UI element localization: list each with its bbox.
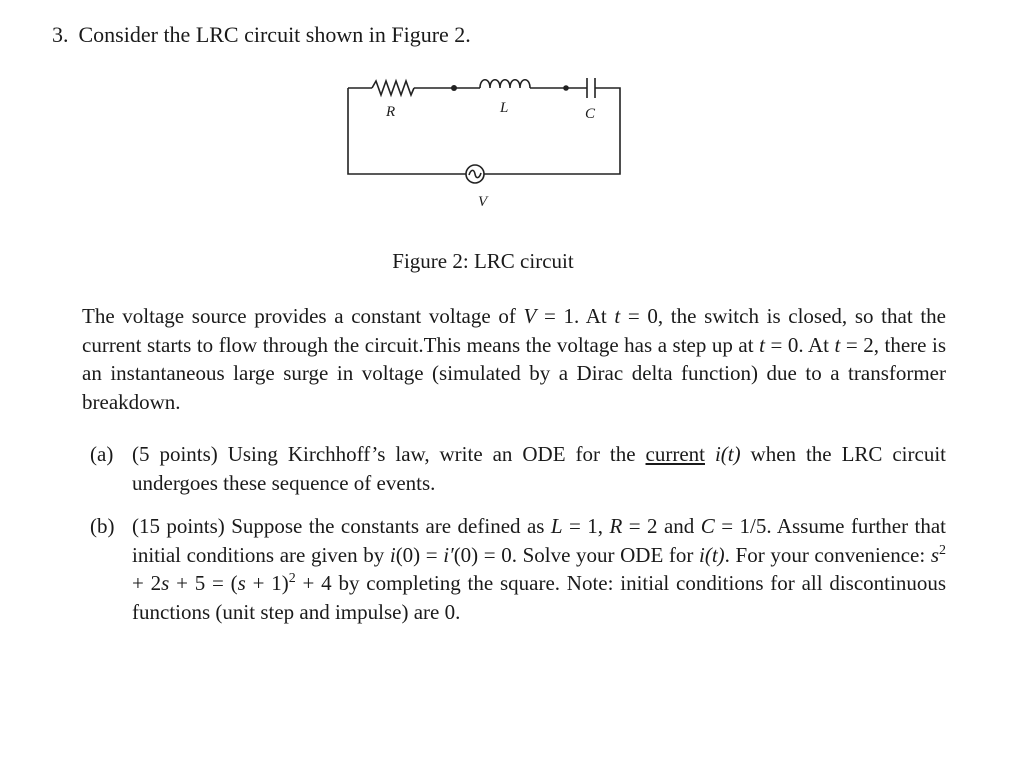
wire-left-bottom <box>348 88 466 174</box>
math-var: t <box>759 332 765 357</box>
label-V: V <box>478 194 488 210</box>
part-a-text <box>132 440 946 497</box>
text: = 0, the switch is closed, so that the current starts to flow through the circuit.This means the voltage has a step up at <box>82 304 946 357</box>
math-var: s <box>161 571 170 595</box>
math-var: t <box>614 304 621 328</box>
math-var: C <box>700 514 715 538</box>
inductor-symbol <box>480 80 530 88</box>
resistor-symbol <box>372 81 414 95</box>
text: (0) = <box>395 542 444 567</box>
math-var: i <box>389 542 396 567</box>
text: + 5 = ( <box>169 571 238 595</box>
math-var: s <box>930 542 939 567</box>
part-b <box>90 512 946 626</box>
label-L: L <box>500 100 509 116</box>
superscript: 2 <box>939 542 946 558</box>
part-a-label: (a) <box>90 442 114 466</box>
label-R: R <box>386 104 396 120</box>
lrc-circuit-diagram <box>330 68 640 218</box>
math-var: i′ <box>443 542 454 567</box>
text: + 2 <box>132 571 162 595</box>
math-var: i(t) <box>699 542 725 567</box>
text: (0) = 0. Solve your ODE for <box>453 542 700 567</box>
figure-caption: Figure 2: LRC circuit <box>392 249 574 273</box>
text: . For your convenience: <box>724 542 931 567</box>
problem-statement: Consider the LRC circuit shown in Figure 2. <box>78 22 471 47</box>
text: = 1/5. Assume further that initial conditions are given by <box>132 514 947 567</box>
problem-heading <box>52 20 471 50</box>
text: + 1) <box>245 571 289 595</box>
math-var: i(t) <box>714 442 741 466</box>
math-var: V <box>523 304 537 328</box>
text: = 1, <box>562 514 610 538</box>
text: = 0. At <box>764 332 835 357</box>
text: + 4 by completing the square. Note: initial conditions for all discontinuous functions (unit step and impulse) are 0. <box>132 571 947 624</box>
junction-node <box>563 85 569 91</box>
label-C: C <box>585 106 596 122</box>
part-b-text <box>132 512 946 626</box>
part-b-label: (b) <box>90 514 115 538</box>
text: = 2, there is an instantaneous large surge in voltage (simulated by a Dirac delta function) due to a transformer breakdown. <box>82 332 947 414</box>
math-var: t <box>834 332 841 357</box>
ac-source-wave <box>469 170 481 177</box>
text <box>705 442 715 466</box>
underlined-current: current <box>645 442 705 466</box>
text: = 1. At <box>536 304 615 328</box>
text: (15 points) Suppose the constants are defined as <box>132 514 551 538</box>
math-var: s <box>237 571 246 595</box>
text: (5 points) Using Kirchhoff’s law, write an ODE for the <box>132 442 646 466</box>
math-var: R <box>609 514 623 538</box>
text: The voltage source provides a constant voltage of <box>82 304 524 328</box>
problem-description <box>82 302 946 416</box>
text: when the LRC circuit undergoes these sequence of events. <box>132 442 946 495</box>
text: = 2 and <box>622 514 701 538</box>
part-a <box>90 440 946 497</box>
junction-node <box>451 85 457 91</box>
problem-number: 3. <box>52 22 69 47</box>
superscript: 2 <box>288 571 296 586</box>
math-var: L <box>550 514 563 538</box>
lrc-circuit-figure <box>330 68 640 218</box>
